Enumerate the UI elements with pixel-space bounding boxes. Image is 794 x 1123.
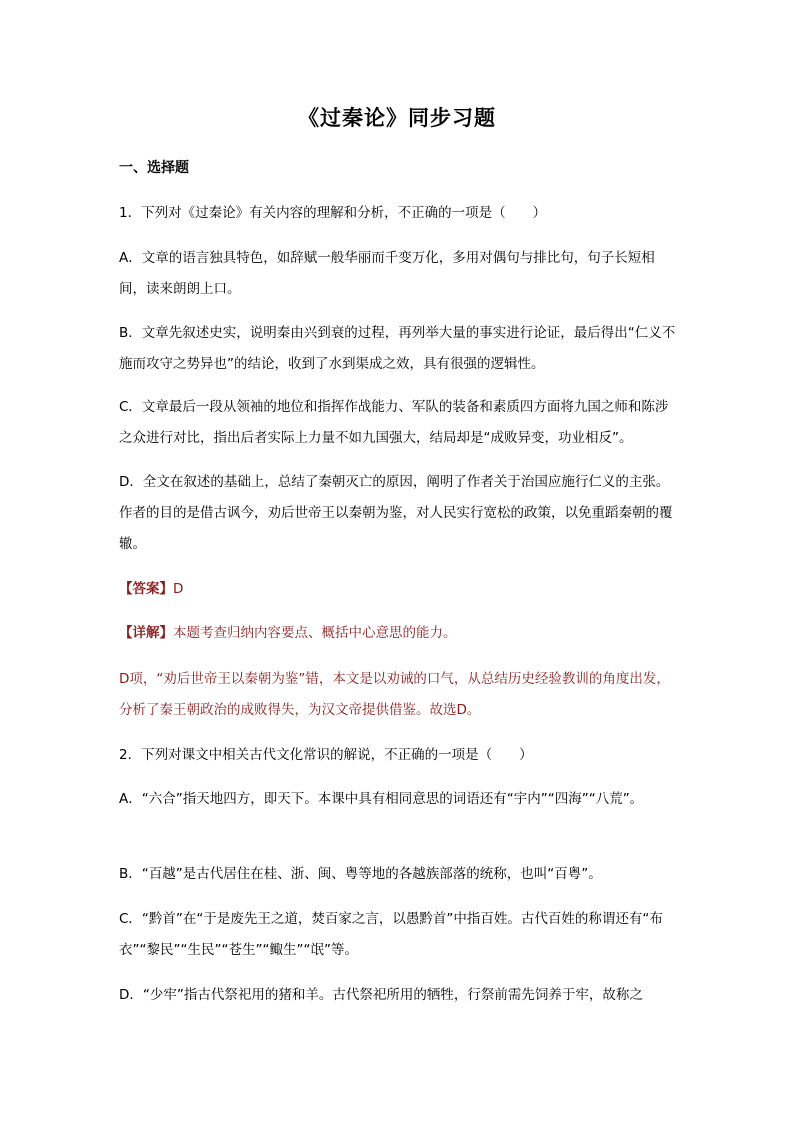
question-2-option-a: A．“六合”指天地四方，即天下。本课中具有相同意思的词语还有“宇内”“四海”“八荒”。 (119, 791, 644, 807)
answer-tag: 【答案】 (119, 581, 173, 597)
question-1-stem: 1．下列对《过秦论》有关内容的理解和分析，不正确的一项是（ ） (119, 205, 547, 221)
question-1-option-b: B．文章先叙述史实，说明秦由兴到衰的过程，再列举大量的事实进行论证，最后得出“仁义不施而攻守之势异也”的结论，收到了水到渠成之效，具有很强的逻辑性。 (119, 325, 676, 372)
question-2-option-c: C．“黔首”在“于是废先王之道，焚百家之言，以愚黔首”中指百姓。古代百姓的称谓还有“布衣”“黎民”“生民”“苍生”“鲰生”“氓”等。 (119, 911, 663, 958)
question-2-option-b: B．“百越”是古代居住在桂、浙、闽、粤等地的各越族部落的统称，也叫“百粤”。 (119, 866, 602, 882)
section-heading: 一、选择题 (119, 160, 189, 176)
question-2-stem: 2．下列对课文中相关古代文化常识的解说，不正确的一项是（ ） (119, 747, 533, 763)
question-2-option-d: D．“少牢”指古代祭祀用的猪和羊。古代祭祀所用的牺牲，行祭前需先饲养于牢，故称之 (119, 987, 643, 1003)
detail-text: 本题考查归纳内容要点、概括中心意思的能力。 (173, 625, 457, 641)
question-1-option-d: D．全文在叙述的基础上，总结了秦朝灭亡的原因，阐明了作者关于治国应施行仁义的主张。作者的目的是借古讽今，劝后世帝王以秦朝为鉴，对人民实行宽松的政策，以免重蹈秦朝的覆辙。 (119, 474, 673, 552)
question-1-option-a: A．文章的语言独具特色，如辞赋一般华丽而千变万化，多用对偶句与排比句，句子长短相间，读来朗朗上口。 (119, 250, 655, 297)
answer-value: D (173, 581, 184, 597)
question-1-detail (119, 618, 679, 649)
question-1-answer (119, 574, 679, 605)
page-title: 《过秦论》同步习题 (298, 105, 496, 130)
question-1-explanation: D项，“劝后世帝王以秦朝为鉴”错，本文是以劝诫的口气，从总结历史经验教训的角度出发，分析了秦王朝政治的成败得失，为汉文帝提供借鉴。故选D。 (119, 671, 670, 718)
question-1-option-c: C．文章最后一段从领袖的地位和指挥作战能力、军队的装备和素质四方面将九国之师和陈涉之众进行对比，指出后者实际上力量不如九国强大，结局却是“成败异变，功业相反”。 (119, 399, 669, 446)
detail-tag: 【详解】 (119, 625, 173, 641)
